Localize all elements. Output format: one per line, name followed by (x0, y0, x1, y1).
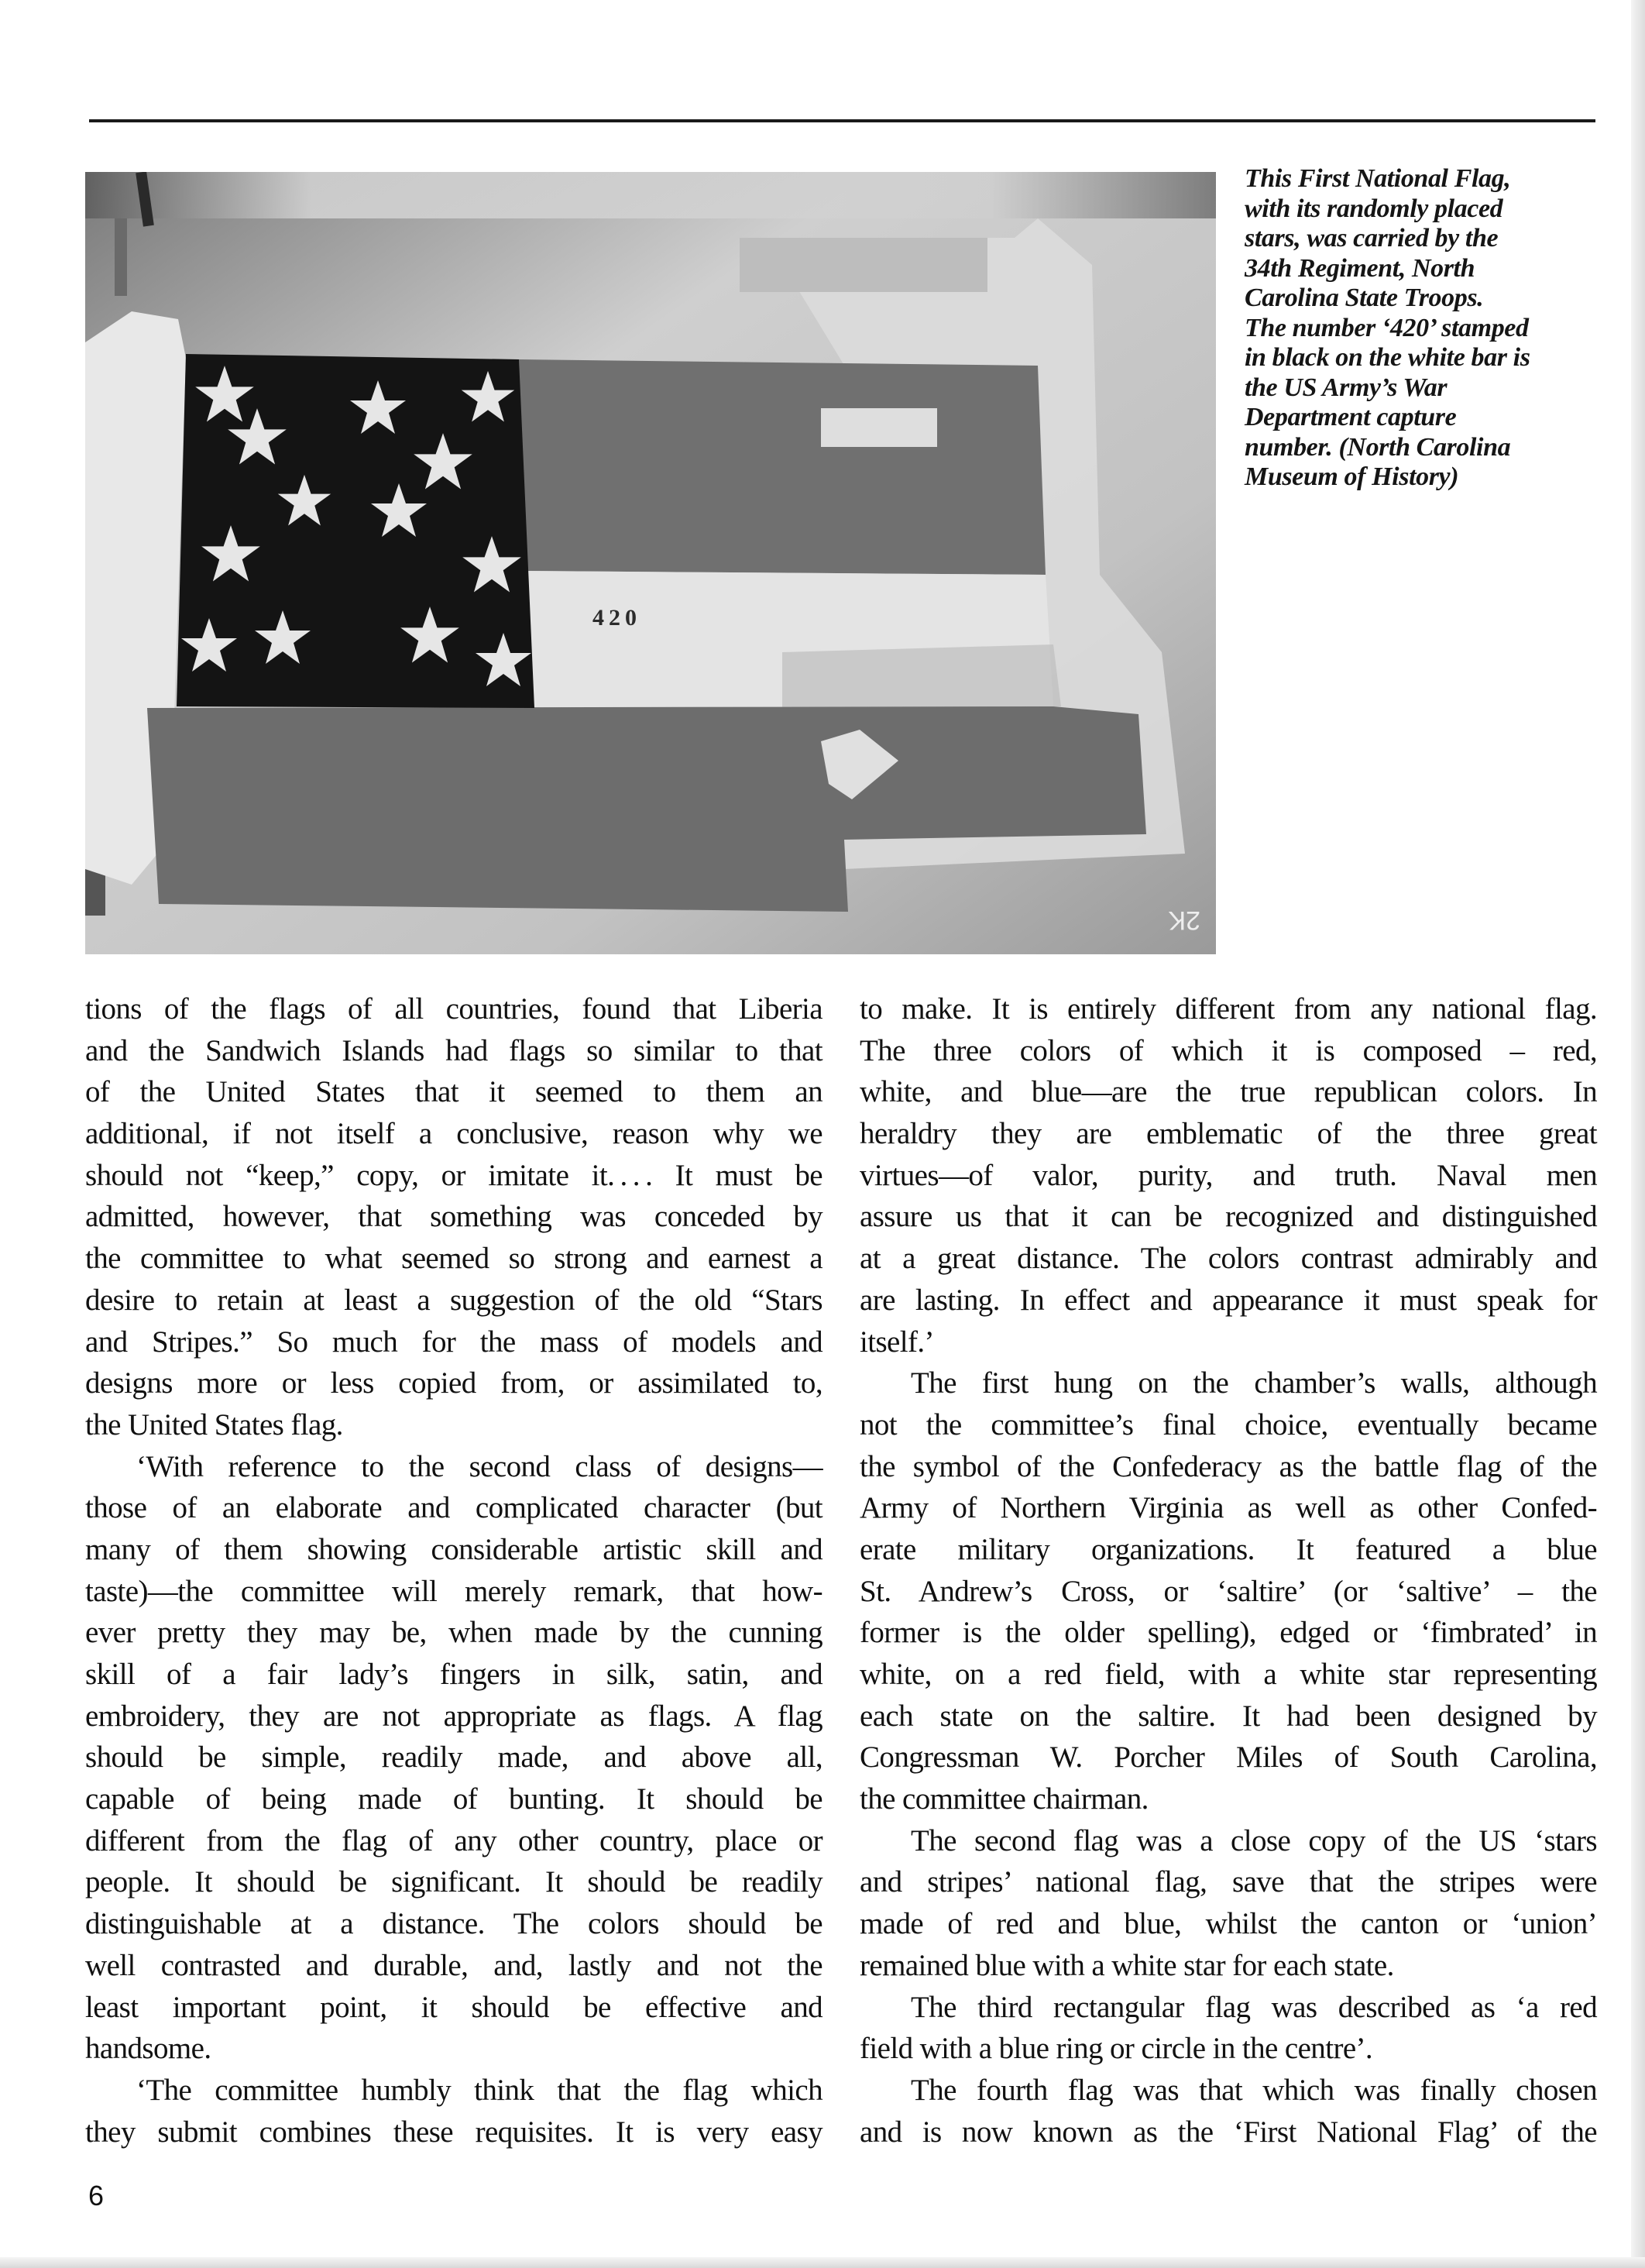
text-line: designs more or less copied from, or assimilated to, (85, 1366, 822, 1400)
text-line: the symbol of the Confederacy as the battle flag of the (860, 1449, 1597, 1483)
text-line: well contrasted and durable, and, lastly and not the (85, 1948, 822, 1982)
caption-line: with its randomly placed (1245, 194, 1503, 223)
text-line: are lasting. In effect and appearance it must speak for (860, 1283, 1597, 1317)
page-edge-shadow (1631, 0, 1645, 2268)
text-line: The three colors of which it is composed – red, (860, 1033, 1597, 1067)
text-line: assure us that it can be recognized and distinguished (860, 1200, 1597, 1234)
text-line: different from the flag of any other country, place or (85, 1823, 822, 1857)
caption-line: This First National Flag, (1245, 164, 1511, 193)
text-line: tions of the flags of all countries, found that Liberia (85, 992, 822, 1026)
text-line: The third rectangular flag was described as ‘a red (911, 1990, 1597, 2024)
text-line: capable of being made of bunting. It should be (85, 1782, 822, 1816)
text-line: virtues—of valor, purity, and truth. Naval men (860, 1158, 1597, 1192)
text-line: white, on a red field, with a white star representing (860, 1658, 1597, 1691)
text-line: The first hung on the chamber’s walls, although (911, 1366, 1597, 1400)
text-line: itself.’ (860, 1325, 934, 1359)
corner-mark: 2K (1168, 905, 1200, 935)
text-line: many of them showing considerable artistic skill and (85, 1532, 822, 1566)
text-line: The second flag was a close copy of the US ‘stars (911, 1823, 1597, 1857)
caption-line: in black on the white bar is (1245, 343, 1530, 372)
text-line: remained blue with a white star for each state. (860, 1948, 1394, 1982)
text-line: to make. It is entirely different from any national flag. (860, 992, 1597, 1026)
caption-line: stars, was carried by the (1245, 224, 1499, 253)
text-line: Army of Northern Virginia as well as other Confed- (860, 1491, 1597, 1525)
text-line: St. Andrew’s Cross, or ‘saltire’ (or ‘saltive’ – the (860, 1574, 1597, 1608)
page-number: 6 (88, 2180, 105, 2211)
text-line: not the committee’s final choice, eventually became (860, 1407, 1597, 1442)
text-line: and Stripes.” So much for the mass of models and (85, 1325, 822, 1359)
text-line: least important point, it should be effective and (85, 1990, 822, 2024)
caption-line: Carolina State Troops. (1245, 284, 1484, 312)
text-line: additional, if not itself a conclusive, reason why we (85, 1117, 822, 1151)
caption-line: Department capture (1245, 403, 1457, 431)
text-line: ever pretty they may be, when made by the cunning (85, 1616, 822, 1650)
text-line: and the Sandwich Islands had flags so similar to that (85, 1033, 822, 1067)
text-line: they submit combines these requisites. It is very easy (85, 2115, 822, 2149)
caption-line: The number ‘420’ stamped (1245, 313, 1529, 342)
text-line: and stripes’ national flag, save that the stripes were (860, 1865, 1597, 1899)
text-line: of the United States that it seemed to them an (85, 1075, 822, 1109)
text-line: the United States flag. (85, 1407, 343, 1442)
text-line: erate military organizations. It featured a blue (860, 1532, 1597, 1566)
text-line: made of red and blue, whilst the canton or ‘union’ (860, 1907, 1597, 1941)
text-line: those of an elaborate and complicated character (but (85, 1491, 822, 1525)
text-line: the committee chairman. (860, 1782, 1149, 1816)
text-line: former is the older spelling), edged or ‘fimbrated’ in (860, 1616, 1597, 1650)
text-line: distinguishable at a distance. The colors should be (85, 1907, 822, 1941)
text-line: admitted, however, that something was conceded by (85, 1200, 822, 1234)
page-bottom-shadow (0, 2257, 1645, 2268)
figure-caption (1245, 164, 1609, 493)
text-line: should be simple, readily made, and above all, (85, 1741, 822, 1775)
text-line: the committee to what seemed so strong and earnest a (85, 1242, 822, 1276)
text-line: taste)—the committee will merely remark, that how- (85, 1574, 822, 1608)
text-line: handsome. (85, 2032, 211, 2066)
text-line: Congressman W. Porcher Miles of South Carolina, (860, 1741, 1597, 1775)
text-line: each state on the saltire. It had been designed by (860, 1699, 1597, 1733)
caption-line: Museum of History) (1245, 462, 1459, 491)
text-line: people. It should be significant. It should be readily (85, 1865, 822, 1899)
text-line: ‘The committee humbly think that the flag which (136, 2073, 822, 2107)
text-line: should not “keep,” copy, or imitate it. . . . It must be (85, 1158, 822, 1192)
caption-line: the US Army’s War (1245, 373, 1448, 402)
text-line: field with a blue ring or circle in the centre’. (860, 2032, 1373, 2066)
body-text-right-column (860, 988, 1597, 2153)
header-rule (89, 119, 1595, 122)
text-line: ‘With reference to the second class of designs— (136, 1449, 822, 1483)
body-text-left-column (85, 988, 822, 2153)
caption-line: 34th Regiment, North (1245, 253, 1475, 283)
flag-photograph (85, 172, 1216, 954)
text-line: embroidery, they are not appropriate as flags. A flag (85, 1699, 822, 1733)
text-line: and is now known as the ‘First National Flag’ of the (860, 2115, 1597, 2149)
text-line: white, and blue—are the true republican colors. In (860, 1075, 1597, 1109)
text-line: at a great distance. The colors contrast admirably and (860, 1242, 1597, 1276)
text-line: skill of a fair lady’s fingers in silk, satin, and (85, 1658, 822, 1691)
text-line: heraldry they are emblematic of the three great (860, 1117, 1597, 1151)
flag-photo-illustration (85, 172, 1216, 954)
text-line: desire to retain at least a suggestion of the old “Stars (85, 1283, 822, 1317)
capture-number-stamp: 420 (592, 605, 641, 631)
caption-line: number. (North Carolina (1245, 432, 1511, 462)
text-line: The fourth flag was that which was finally chosen (911, 2073, 1597, 2107)
